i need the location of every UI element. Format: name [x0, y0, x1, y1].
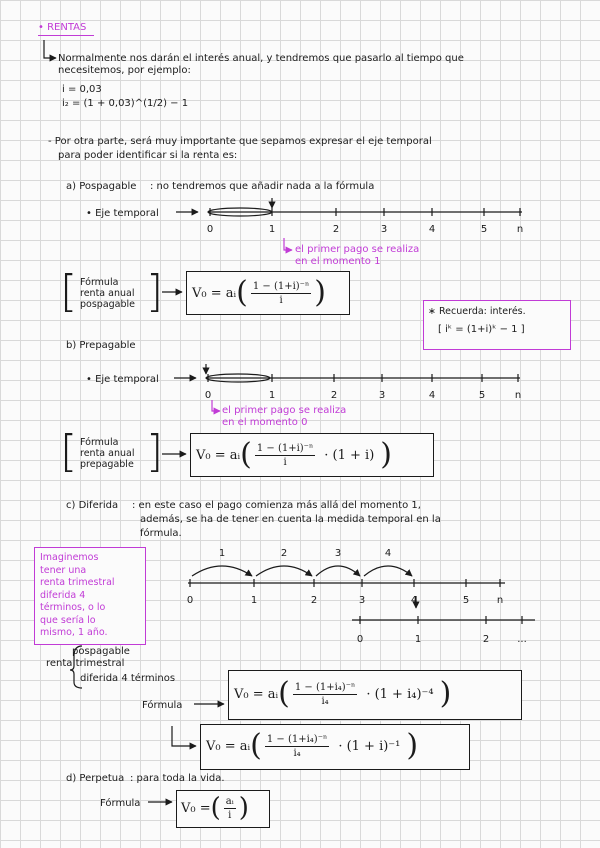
diferida-class-brace — [70, 646, 82, 688]
pospagable-axis-tick-label: 0 — [206, 224, 214, 235]
prepagable-axis-tick-label: 3 — [378, 390, 386, 401]
open-paren: ( — [240, 437, 252, 472]
prepagable-note-hook — [212, 400, 220, 411]
perpetua-formula-label: Fórmula — [100, 798, 141, 809]
intro-eq-2: i₂ = (1 + 0,03)^(1/2) − 1 — [62, 98, 189, 109]
diferida-arc — [364, 566, 412, 576]
pospagable-axis-tick-label: 2 — [332, 224, 340, 235]
close-paren: ) — [314, 275, 327, 310]
prepagable-note-1: el primer pago se realiza — [222, 405, 347, 416]
recuerda-formula-text: iᵏ = (1+i)ᵏ − 1 — [445, 324, 518, 335]
prepagable-num: 1 − (1+i)⁻ⁿ — [256, 442, 314, 454]
diferida-axis-2-tick-label: 2 — [482, 634, 490, 645]
diferida-axis-tick-label: 5 — [462, 595, 470, 606]
diferida-f1-num: 1 − (1+i₄)⁻ⁿ — [294, 681, 356, 693]
prepagable-note-2: en el momento 0 — [222, 417, 308, 428]
diferida-arc-label: 3 — [334, 548, 342, 559]
diferida-axis-tick-label: 1 — [250, 595, 258, 606]
perpetua-den: i — [228, 809, 232, 821]
open-paren: ( — [278, 676, 290, 711]
pospagable-num: 1 − (1+i)⁻ⁿ — [252, 280, 310, 292]
pospagable-axis — [207, 208, 523, 235]
close-paren: ) — [380, 437, 393, 472]
diferida-arc — [316, 566, 360, 576]
diferida-axis-tick-label: 2 — [310, 595, 318, 606]
imagine-line: renta trimestral — [40, 577, 115, 588]
diferida-desc-1: : en este caso el pago comienza más allá del momento 1, — [132, 500, 421, 511]
pospagable-axis-tick-label: 1 — [268, 224, 276, 235]
diferida-axis-tick-label: 4 — [410, 595, 418, 606]
imagine-line: diferida 4 — [40, 589, 86, 601]
diferida-f1-lhs: V₀ = aᵢ — [234, 686, 279, 702]
diferida-arc — [192, 566, 252, 576]
diferida-f1-factor: · (1 + i₄)⁻⁴ — [366, 686, 434, 702]
diferida-class-3: diferida 4 términos — [80, 673, 176, 684]
pospagable-brace: [ — [60, 266, 78, 317]
diferida-arc — [256, 566, 312, 576]
diferida-desc-2: además, se ha de tener en cuenta la medida temporal en la — [140, 514, 441, 525]
imagine-line: que sería lo — [40, 614, 96, 626]
prepagable-brace: [ — [60, 426, 78, 477]
prepagable-factor: · (1 + i) — [324, 447, 375, 463]
diferida-f1-den: i₄ — [321, 695, 329, 707]
recuerda-formula: [ iᵏ = (1+i)ᵏ − 1 ] — [438, 324, 525, 335]
pospagable-den: i — [279, 294, 283, 306]
pospagable-desc: : no tendremos que añadir nada a la fórmula — [150, 181, 375, 192]
prepagable-axis-tick-label: 1 — [268, 390, 276, 401]
eje-intro-line-2: para poder identificar si la renta es: — [58, 150, 238, 161]
diferida-hook-arrow — [172, 726, 196, 746]
intro-eq-1: i = 0,03 — [62, 84, 102, 95]
diferida-desc-3: fórmula. — [140, 528, 182, 539]
pospagable-heading: a) Pospagable — [66, 181, 137, 192]
close-paren: ) — [406, 728, 419, 763]
prepagable-side-2: renta anual — [80, 448, 135, 459]
prepagable-eje-label: • Eje temporal — [86, 374, 159, 385]
diferida-axis-2-tick-label: ... — [517, 634, 527, 645]
close-paren: ) — [238, 793, 249, 823]
imagine-line: tener una — [40, 564, 87, 576]
diferida-arcs — [192, 548, 412, 576]
prepagable-axis-tick-label: 4 — [428, 390, 436, 401]
perpetua-lhs: V₀ = — [181, 800, 211, 816]
diferida-axis — [187, 579, 505, 606]
open-paren: ( — [250, 728, 262, 763]
pospagable-axis-tick-label: n — [516, 224, 524, 235]
pospagable-side-1: Fórmula — [80, 277, 119, 288]
open-paren: ( — [236, 275, 248, 310]
imagine-line: mismo, 1 año. — [40, 627, 108, 638]
diferida-class-1: pospagable — [72, 646, 130, 657]
prepagable-axis — [205, 374, 521, 401]
diferida-f2-den: i₄ — [293, 747, 301, 759]
diferida-arc-label: 4 — [384, 548, 392, 559]
intro-line-1: Normalmente nos darán el interés anual, y tendremos que pasarlo al tiempo que — [58, 53, 464, 64]
close-paren: ) — [439, 676, 452, 711]
pospagable-note-1: el primer pago se realiza — [295, 244, 420, 255]
diferida-arc-label: 1 — [218, 548, 226, 559]
diferida-axis-tick-label: n — [496, 595, 504, 606]
intro-line-2: necesitemos, por ejemplo: — [58, 65, 191, 76]
pospagable-side-2: renta anual — [80, 288, 135, 299]
pospagable-brace-right: ] — [146, 266, 164, 317]
diferida-arc-label: 2 — [280, 548, 288, 559]
open-paren: ( — [210, 793, 221, 823]
pospagable-note-hook — [284, 238, 292, 250]
pospagable-axis-tick-label: 3 — [380, 224, 388, 235]
prepagable-axis-tick-label: n — [514, 390, 522, 401]
recuerda-title: ∗ Recuerda: interés. — [428, 306, 526, 317]
imagine-line: términos, o lo — [40, 602, 106, 613]
diferida-axis-tick-label: 3 — [358, 595, 366, 606]
prepagable-brace-right: ] — [146, 426, 164, 477]
prepagable-formula-lhs: V₀ = aᵢ — [196, 447, 241, 463]
diferida-class-2: renta trimestral — [46, 658, 125, 669]
perpetua-desc: : para toda la vida. — [130, 773, 225, 784]
prepagable-axis-tick-label: 2 — [330, 390, 338, 401]
prepagable-heading: b) Prepagable — [66, 340, 136, 351]
pospagable-formula-lhs: V₀ = aᵢ — [192, 285, 237, 301]
prepagable-side-3: prepagable — [80, 459, 134, 470]
pospagable-side-3: pospagable — [80, 299, 136, 310]
diferida-axis-tick-label: 0 — [186, 595, 194, 606]
diferida-formula-label: Fórmula — [142, 700, 183, 711]
diferida-axis-2-tick-label: 0 — [356, 634, 364, 645]
diferida-f2-factor: · (1 + i)⁻¹ — [338, 738, 401, 754]
diferida-heading: c) Diferida — [66, 500, 119, 511]
imagine-line: Imaginemos — [40, 552, 99, 563]
prepagable-axis-tick-label: 5 — [478, 390, 486, 401]
prepagable-den: i — [283, 456, 287, 468]
pospagable-axis-tick-label: 5 — [480, 224, 488, 235]
intro-hook-arrow — [44, 40, 56, 58]
pospagable-eje-label: • Eje temporal — [86, 208, 159, 219]
diferida-axis-2-tick-label: 1 — [414, 634, 422, 645]
page-title: • RENTAS — [38, 22, 87, 33]
perpetua-num: aᵢ — [225, 795, 234, 807]
pospagable-note-2: en el momento 1 — [295, 256, 381, 267]
prepagable-axis-tick-label: 0 — [204, 390, 212, 401]
diferida-f2-lhs: V₀ = aᵢ — [206, 738, 251, 754]
diferida-axis-2 — [352, 616, 535, 645]
diferida-f2-num: 1 − (1+i₄)⁻ⁿ — [266, 733, 328, 745]
pospagable-axis-tick-label: 4 — [428, 224, 436, 235]
prepagable-side-1: Fórmula — [80, 437, 119, 448]
perpetua-heading: d) Perpetua — [66, 773, 125, 784]
eje-intro-line-1: - Por otra parte, será muy importante que sepamos expresar el eje temporal — [48, 136, 432, 147]
